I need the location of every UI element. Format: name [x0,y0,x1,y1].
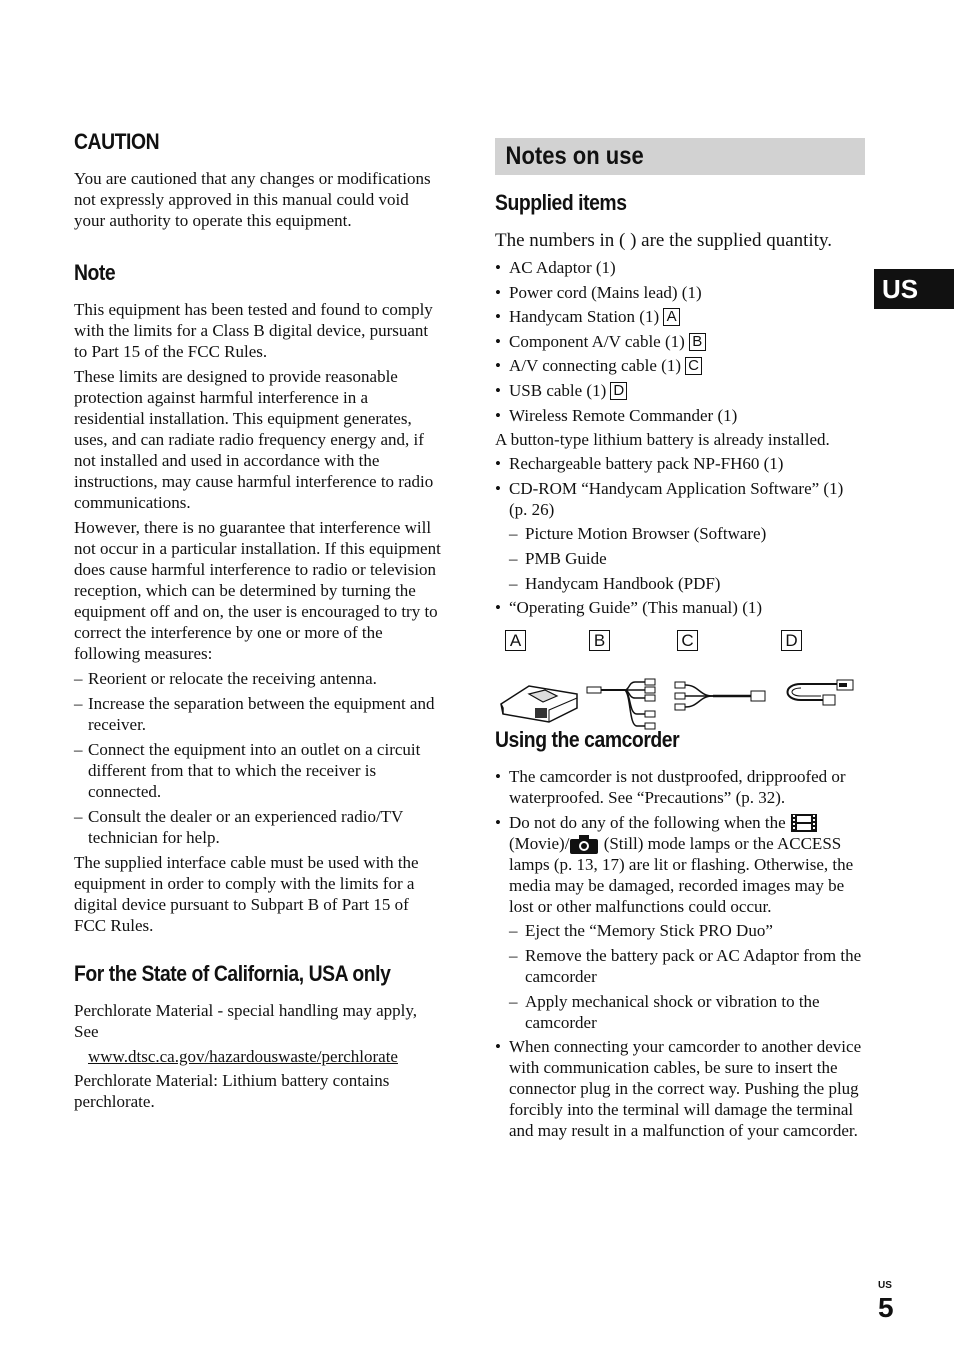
caution-text: You are cautioned that any changes or modifications not expressly approved in this manual could void your authority to operate this equipment. [74,169,431,230]
right-column [495,138,865,1145]
using-list [495,766,865,917]
battery-note: A button-type lithium battery is already installed. [495,430,830,450]
list-item: • The camcorder is not dustproofed, dripproofed or waterproofed. See “Precautions” (p. 32). [495,766,865,808]
list-item: • Do not do any of the following when the (Movie)/ (Still) mode lamps or the ACCESS lamps (p. 13, 17) are lit or flashing. Otherwise, the media may be damaged, recorded images may be lost or other malfunctions could occur. [495,812,865,917]
illustration-label-b: B [589,630,610,651]
list-item: • Handycam Station (1) A [495,306,865,327]
sub-item: – Handycam Handbook (PDF) [495,573,865,594]
component-av-cable-icon [585,674,665,732]
note-paragraph-3: However, there is no guarantee that interference will not occur in a particular installation. If this equipment does cause harmful interference to radio or television reception, which can be determined by turning the equipment off and on, the user is encouraged to try to correct the interference by one or more of the following measures: [74,518,441,663]
list-item: • Wireless Remote Commander (1) [495,405,865,426]
label-box: D [610,382,627,400]
label-box: B [689,333,706,351]
page-marker: US [878,1280,892,1291]
supplied-intro: The numbers in ( ) are the supplied quantity. [495,230,832,251]
notes-on-use-banner [495,138,865,175]
list-item: • Rechargeable battery pack NP-FH60 (1) [495,453,865,474]
list-item: • USB cable (1) D [495,380,865,401]
list-item: • A/V connecting cable (1) C [495,355,865,376]
supplied-list-3 [495,597,865,618]
sub-item: – Picture Motion Browser (Software) [495,523,865,544]
california-heading: For the State of California, USA only [74,961,391,986]
note-heading: Note [74,260,116,285]
measure-item: – Consult the dealer or an experienced radio/TV technician for help. [74,806,442,848]
page-number: 5 [878,1292,894,1323]
list-item: • Power cord (Mains lead) (1) [495,282,865,303]
supplied-items-illustration [495,624,865,714]
illustration-label-a: A [505,630,526,651]
perchlorate-link[interactable]: www.dtsc.ca.gov/hazardouswaste/perchlorate [88,1047,398,1066]
using-list-2 [495,1036,865,1141]
sub-item: – Apply mechanical shock or vibration to the camcorder [495,991,865,1033]
measure-item: – Connect the equipment into an outlet on a circuit different from that to which the receiver is connected. [74,739,442,802]
handycam-station-icon [499,674,579,724]
caution-heading: CAUTION [74,129,160,154]
california-paragraph-1: Perchlorate Material - special handling may apply, See [74,1001,418,1041]
list-item: • When connecting your camcorder to another device with communication cables, be sure to insert the connector plug in the correct way. Pushing the plug forcibly into the terminal will damage the terminal and may result in a malfunction of your camcorder. [495,1036,865,1141]
note-paragraph-1: This equipment has been tested and found to comply with the limits for a Class B digital device, pursuant to Part 15 of the FCC Rules. [74,300,433,361]
list-item: • “Operating Guide” (This manual) (1) [495,597,865,618]
supplied-list-2 [495,453,865,520]
measure-item: – Increase the separation between the equipment and receiver. [74,693,442,735]
movie-icon [790,813,818,833]
using-camcorder-heading: Using the camcorder [495,727,680,753]
label-box: A [663,308,680,326]
av-connecting-cable-icon [673,678,769,714]
list-item: • Component A/V cable (1) B [495,331,865,352]
list-item: • AC Adaptor (1) [495,257,865,278]
sub-item: – Eject the “Memory Stick PRO Duo” [495,920,865,941]
note-paragraph-4: The supplied interface cable must be used with the equipment in order to comply with the limits for a digital device pursuant to Subpart B of Part 15 of FCC Rules. [74,853,419,935]
sub-item: – PMB Guide [495,548,865,569]
illustration-label-c: C [677,630,698,651]
list-item: • CD-ROM “Handycam Application Software” (1) (p. 26) [495,478,865,520]
illustration-label-d: D [781,630,802,651]
notes-on-use-title: Notes on use [505,142,644,170]
left-column [74,128,442,1116]
usb-cable-icon [777,678,857,708]
language-tab: US [874,269,954,309]
label-box: C [685,357,702,375]
supplied-items-heading: Supplied items [495,190,627,215]
note-paragraph-2: These limits are designed to provide reasonable protection against harmful interference in a residential installation. This equipment generates, uses, and can radiate radio frequency energy and, if not installed and used in accordance with the instructions, may cause harmful interference to radio communications. [74,367,434,512]
california-paragraph-2: Perchlorate Material: Lithium battery contains perchlorate. [74,1071,390,1111]
supplied-list [495,257,865,426]
still-camera-icon [569,834,599,854]
sub-item: – Remove the battery pack or AC Adaptor from the camcorder [495,945,865,987]
measure-item: – Reorient or relocate the receiving antenna. [74,668,442,689]
